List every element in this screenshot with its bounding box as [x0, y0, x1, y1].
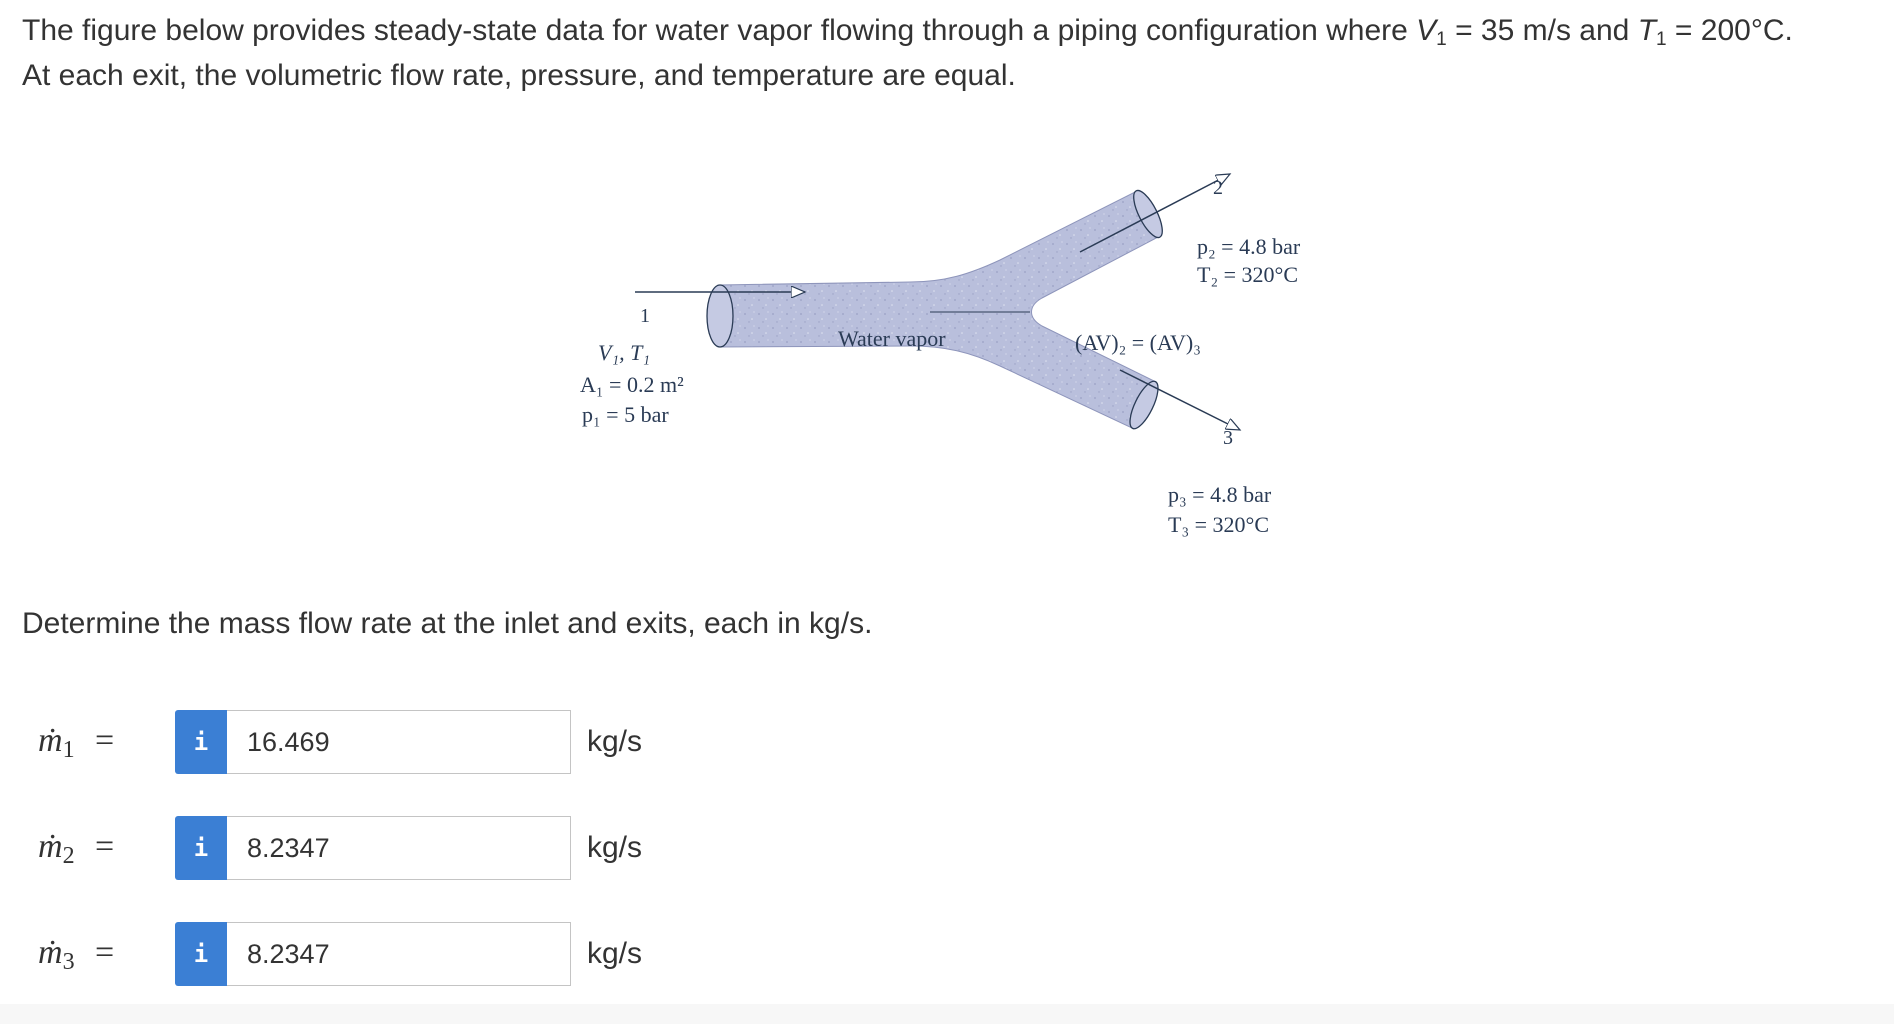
v1-value: = 35 m/s and — [1446, 14, 1638, 47]
exit2-pressure: p₂ = 4.8 bar — [1197, 234, 1301, 259]
inlet-area: A₁ = 0.2 m² — [580, 372, 684, 397]
exit2-number: 2 — [1213, 177, 1223, 199]
exit3-number: 3 — [1223, 427, 1233, 449]
m2-label — [38, 824, 75, 879]
m2-info-button[interactable]: i — [175, 816, 227, 880]
pipe-body — [718, 192, 1160, 428]
t1-symbol: T — [1637, 14, 1657, 47]
pipe-label: Water vapor — [838, 326, 946, 351]
problem-statement — [22, 8, 1872, 98]
m2-answer-input[interactable] — [227, 816, 571, 880]
m2-equals: = — [95, 828, 115, 865]
inlet-number: 1 — [640, 305, 650, 327]
m3-info-button[interactable]: i — [175, 922, 227, 986]
m1-subscript: 1 — [62, 737, 75, 763]
t1-subscript: 1 — [1656, 29, 1667, 50]
m3-subscript: 3 — [62, 949, 75, 975]
problem-line-1 — [22, 8, 1872, 53]
m1-equals: = — [95, 722, 115, 759]
problem-text-a: The figure below provides steady-state data for water vapor flowing through a piping configuration where — [22, 14, 1417, 47]
m1-info-button[interactable]: i — [175, 710, 227, 774]
inlet-pressure: p₁ = 5 bar — [582, 402, 669, 427]
answer-row-m2 — [0, 816, 800, 880]
m2-unit: kg/s — [587, 831, 643, 864]
m1-symbol: ṁ — [38, 722, 63, 759]
m3-unit: kg/s — [587, 937, 643, 970]
exit3-pressure: p₃ = 4.8 bar — [1168, 482, 1272, 507]
problem-line-2: At each exit, the volumetric flow rate, pressure, and temperature are equal. — [22, 59, 1016, 92]
piping-figure — [560, 170, 1320, 550]
answer-row-m3 — [0, 922, 800, 986]
bottom-band — [0, 1004, 1894, 1024]
m3-label — [38, 930, 75, 985]
question-text: Determine the mass flow rate at the inlet and exits, each in kg/s. — [22, 607, 873, 640]
t1-value: = 200°C. — [1666, 14, 1793, 47]
m2-symbol: ṁ — [38, 828, 63, 865]
v1-subscript: 1 — [1436, 29, 1447, 50]
exit2-temperature: T₂ = 320°C — [1197, 262, 1298, 287]
exit3-temperature: T₃ = 320°C — [1168, 512, 1269, 537]
inlet-velocity-temp: V₁, T₁ — [598, 340, 650, 365]
v1-symbol: V — [1416, 14, 1437, 47]
m1-unit: kg/s — [587, 725, 643, 758]
answer-row-m1 — [0, 710, 800, 774]
m1-label — [38, 718, 75, 773]
inlet-end-cap — [707, 285, 733, 347]
m3-symbol: ṁ — [38, 934, 63, 971]
m3-answer-input[interactable] — [227, 922, 571, 986]
piping-diagram — [560, 170, 1320, 550]
m1-answer-input[interactable] — [227, 710, 571, 774]
m2-subscript: 2 — [62, 843, 75, 869]
m3-equals: = — [95, 934, 115, 971]
area-velocity-relation: (AV)₂ = (AV)₃ — [1075, 330, 1201, 355]
